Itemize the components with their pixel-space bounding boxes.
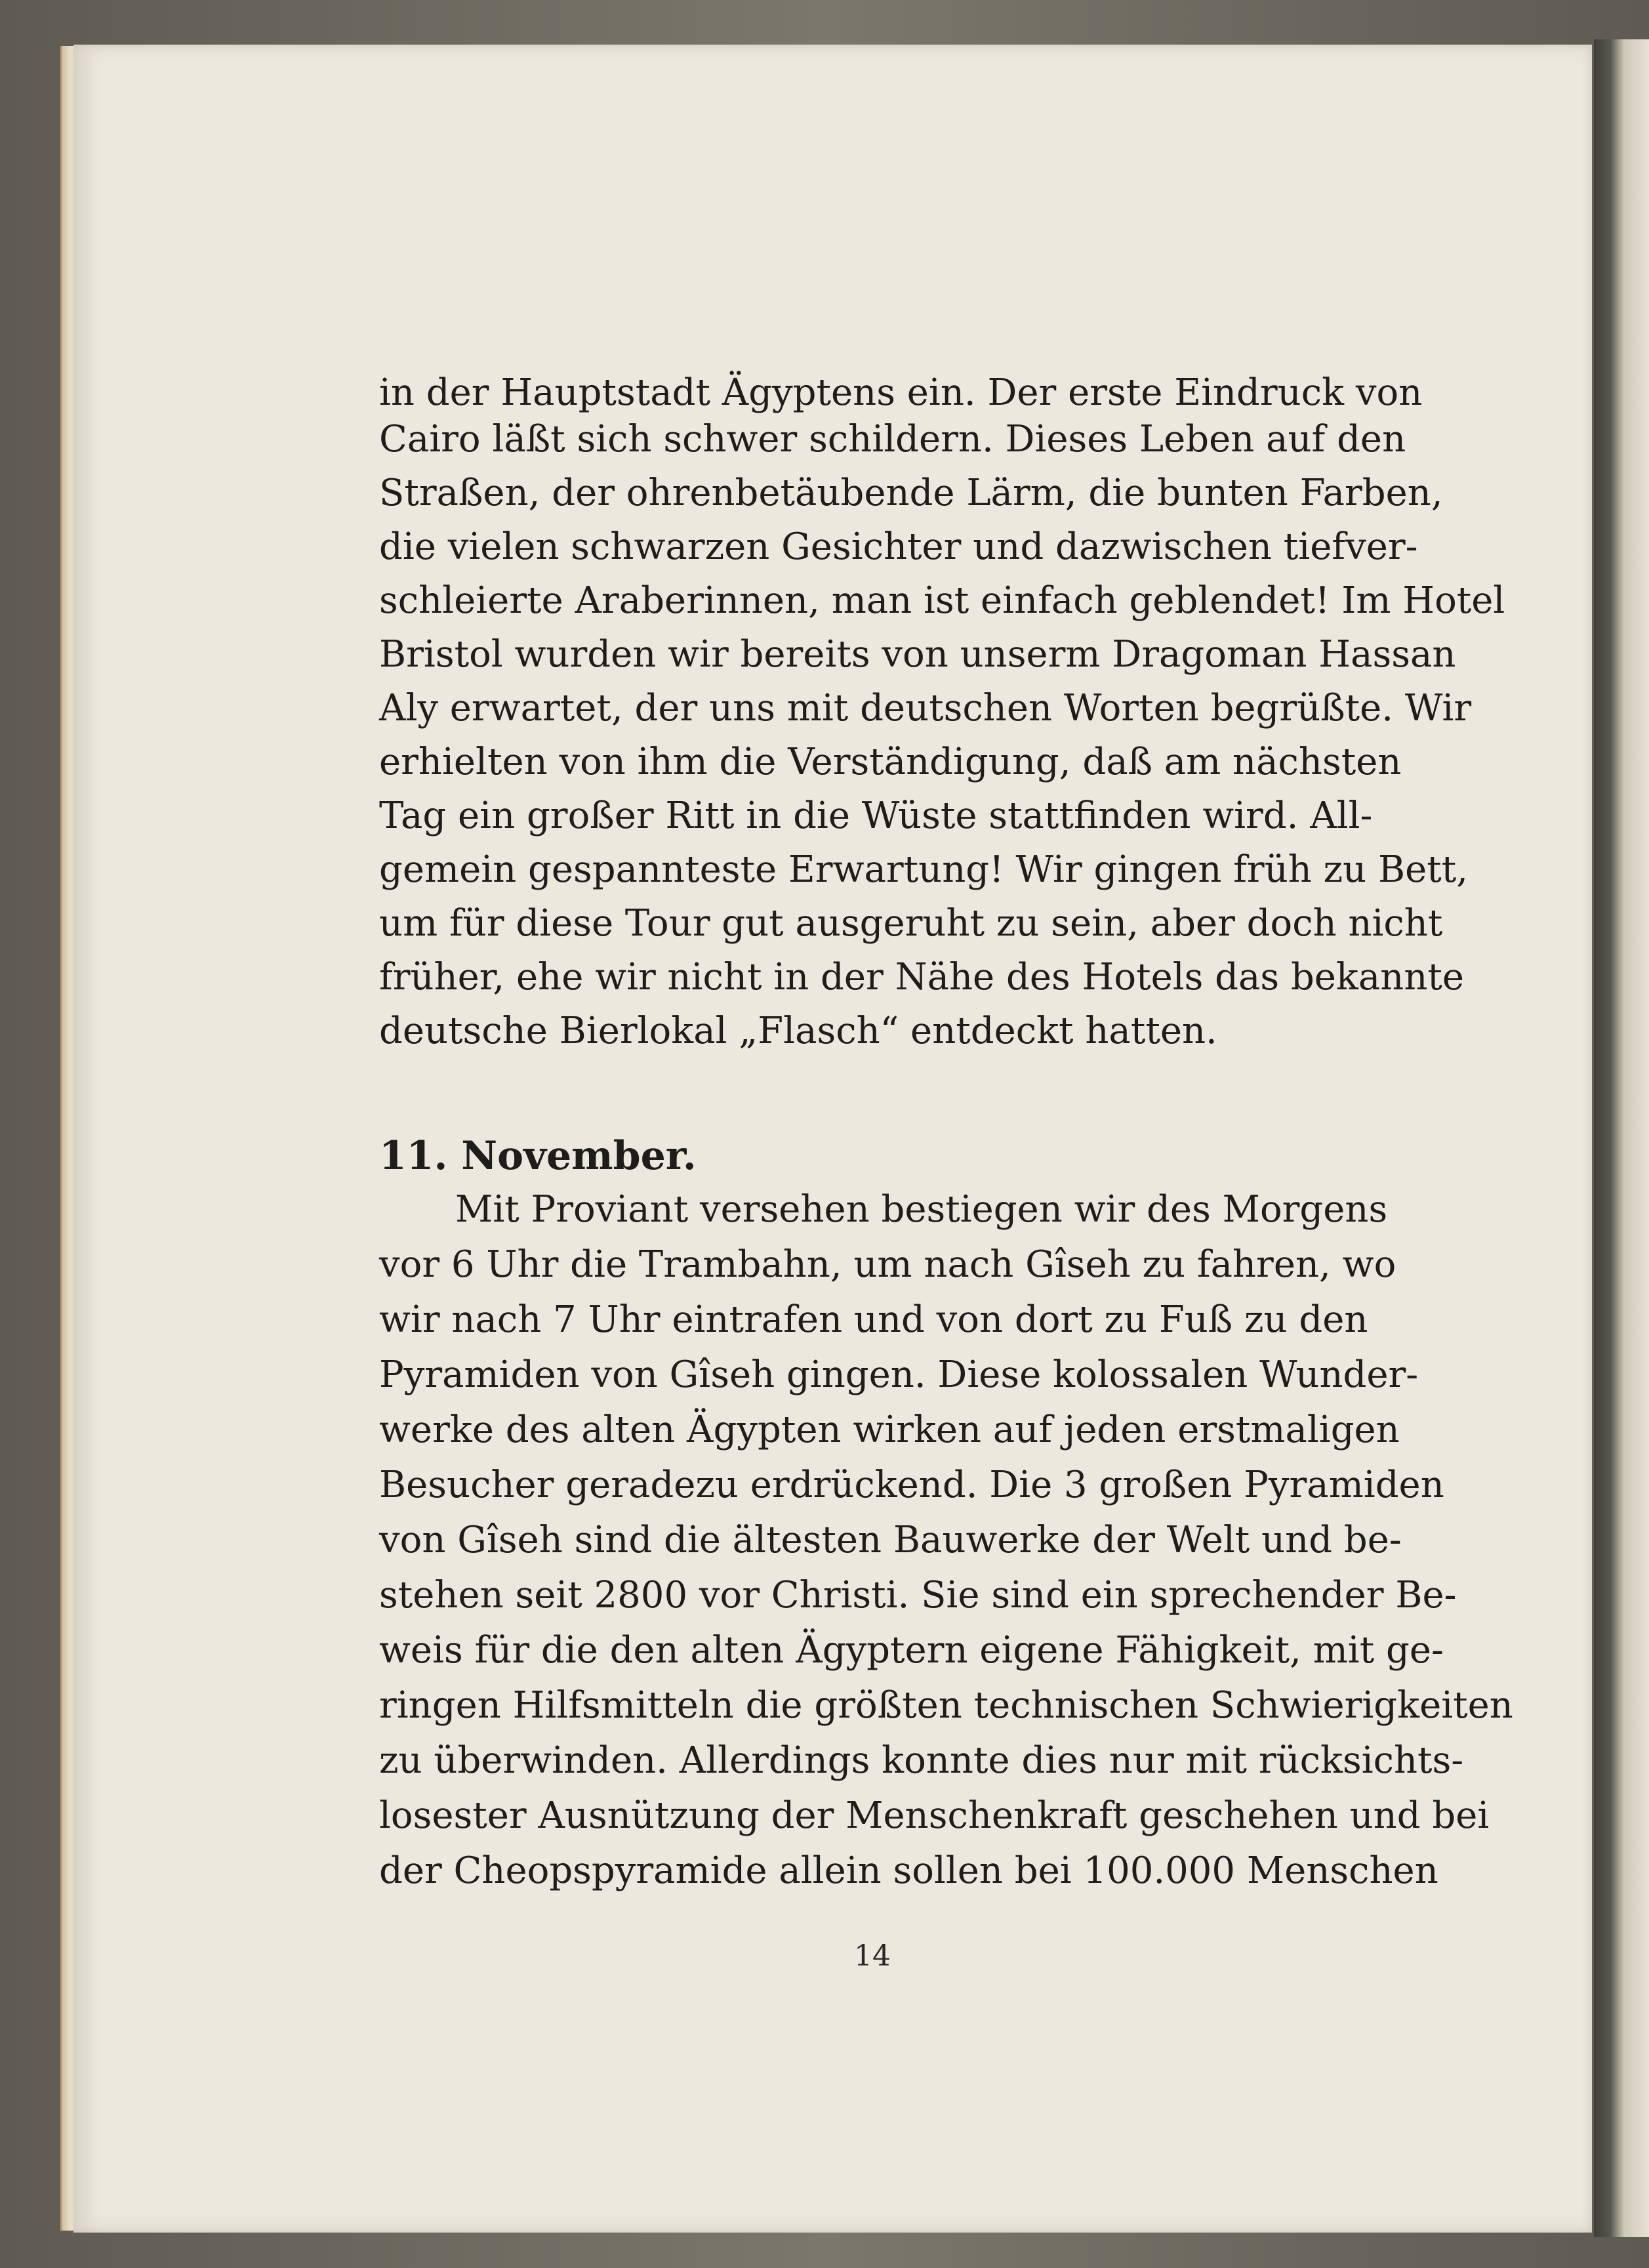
text-line: ringen Hilfsmitteln die größten technischen Schwierigkeiten [379,1684,1513,1727]
text-line: Straßen, der ohrenbetäubende Lärm, die bunten Farben, [379,472,1443,514]
text-line: stehen seit 2800 vor Christi. Sie sind ein sprechender Be- [379,1574,1457,1617]
text-line: die vielen schwarzen Gesichter und dazwischen tiefver- [379,526,1418,568]
text-line: von Gîseh sind die ältesten Bauwerke der Welt und be- [379,1519,1402,1561]
text-line: Besucher geradezu erdrückend. Die 3 großen Pyramiden [379,1464,1444,1506]
text-line: Bristol wurden wir bereits von unserm Dragoman Hassan [379,633,1456,676]
text-line: gemein gespannteste Erwartung! Wir gingen früh zu Bett, [379,848,1469,891]
text-line: vor 6 Uhr die Trambahn, um nach Gîseh zu fahren, wo [379,1243,1396,1286]
text-line: zu überwinden. Allerdings konnte dies nur mit rücksichts- [379,1739,1464,1782]
text-line: in der Hauptstadt Ägyptens ein. Der erste Eindruck von [379,371,1423,414]
text-line: um für diese Tour gut ausgeruht zu sein, aber doch nicht [379,902,1443,945]
text-line: schleierte Araberinnen, man ist einfach geblendet! Im Hotel [379,579,1505,622]
text-line: deutsche Bierlokal „Flasch“ entdeckt hatten. [379,1010,1217,1052]
page-number: 14 [854,1939,891,1973]
text-line: Cairo läßt sich schwer schildern. Dieses Leben auf den [379,418,1406,461]
text-line: werke des alten Ägypten wirken auf jeden erstmaligen [379,1409,1400,1451]
text-line: Tag ein großer Ritt in die Wüste stattfinden wird. All- [379,794,1373,837]
text-line: Pyramiden von Gîseh gingen. Diese kolossalen Wunder- [379,1353,1419,1396]
text-line: erhielten von ihm die Verständigung, daß am nächsten [379,741,1402,783]
text-line: Mit Proviant versehen bestiegen wir des Morgens [455,1188,1388,1231]
text-line: weis für die den alten Ägyptern eigene Fähigkeit, mit ge- [379,1629,1444,1672]
text-line: losester Ausnützung der Menschenkraft geschehen und bei [379,1794,1490,1837]
text-line: früher, ehe wir nicht in der Nähe des Hotels das bekannte [379,956,1465,999]
next-page-edge [1594,39,1649,2237]
text-line: Aly erwartet, der uns mit deutschen Worten begrüßte. Wir [379,687,1472,730]
text-line: der Cheopspyramide allein sollen bei 100.000 Menschen [379,1849,1438,1892]
text-line: wir nach 7 Uhr eintrafen und von dort zu Fuß zu den [379,1298,1368,1341]
section-heading: 11. November. [379,1133,697,1179]
